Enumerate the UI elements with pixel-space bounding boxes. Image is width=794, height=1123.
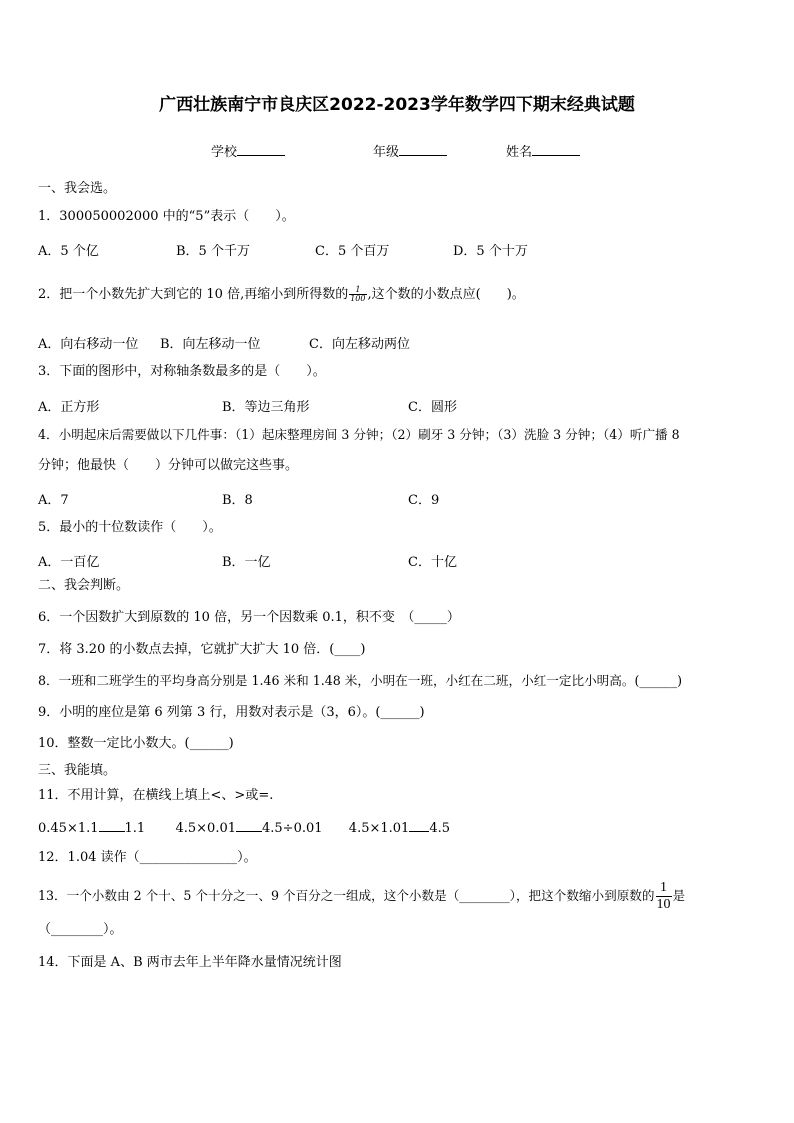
q11-expr-2-left: 4.5×0.01 (175, 821, 236, 836)
question-1: 1．300050002000 中的“5”表示（ ）。 (38, 209, 295, 224)
q13-text-after: 是 (672, 888, 686, 903)
question-10: 10．整数一定比小数大。(______) (38, 736, 234, 751)
q1-option-d[interactable]: D．5 个十万 (453, 244, 528, 259)
question-3: 3．下面的图形中，对称轴条数最多的是（ ）。 (38, 364, 326, 379)
q11-expr-3-right: 4.5 (429, 821, 450, 836)
q2-fraction-denominator: 100 (350, 294, 366, 303)
q2-fraction (349, 286, 366, 303)
q4-option-b[interactable]: B．8 (222, 493, 253, 508)
q2-text-before: 2．把一个小数先扩大到它的 10 倍,再缩小到所得数的 (38, 287, 349, 302)
school-label: 学校 (211, 145, 238, 160)
q11-blank-1[interactable] (99, 819, 125, 832)
question-13-line-1 (38, 880, 685, 913)
question-12: 12．1.04 读作（_______________）。 (38, 850, 257, 865)
q2-option-b[interactable]: B．向左移动一位 (160, 337, 261, 352)
grade-blank[interactable] (399, 143, 447, 156)
question-6: 6．一个因数扩大到原数的 10 倍，另一个因数乘 0.1，积不变 （_____） (38, 610, 460, 625)
section-heading: 一、我会选。 (38, 181, 117, 196)
section-heading: 三、我能填。 (38, 763, 117, 778)
q2-fraction-numerator: 1 (349, 286, 366, 295)
question-4-line-2: 分钟；他最快（ ）分钟可以做完这些事。 (38, 458, 299, 473)
q5-option-b[interactable]: B．一亿 (222, 555, 271, 570)
question-9: 9．小明的座位是第 6 列第 3 行，用数对表示是（3，6）。(______) (38, 705, 425, 720)
school-blank[interactable] (237, 143, 285, 156)
question-14: 14．下面是 A、B 两市去年上半年降水量情况统计图 (38, 955, 342, 970)
q11-expr-2-right: 4.5÷0.01 (262, 821, 323, 836)
q13-fraction-denominator: 10 (656, 897, 671, 912)
question-2 (38, 286, 525, 303)
q13-text-before: 13．一个小数由 2 个十、5 个十分之一、9 个百分之一组成，这个小数是（________），把这个数缩小到原数的 (38, 888, 655, 903)
q1-option-b[interactable]: B．5 个千万 (176, 244, 250, 259)
question-5: 5．最小的十位数读作（ ）。 (38, 520, 222, 535)
q3-option-b[interactable]: B．等边三角形 (222, 400, 310, 415)
q5-option-c[interactable]: C．十亿 (408, 555, 457, 570)
question-7: 7．将 3.20 的小数点去掉，它就扩大扩大 10 倍．(____) (38, 642, 366, 657)
q13-fraction-numerator: 1 (656, 880, 672, 897)
q13-fraction (656, 880, 672, 913)
q5-option-a[interactable]: A．一百亿 (38, 555, 100, 570)
q4-option-a[interactable]: A．7 (38, 493, 69, 508)
question-8: 8．一班和二班学生的平均身高分别是 1.46 米和 1.48 米，小明在一班，小红在二班，小红一定比小明高。(______) (38, 673, 683, 688)
q11-expr-3-left: 4.5×1.01 (348, 821, 410, 836)
q11-expr-1-left: 0.45×1.1 (38, 821, 99, 836)
grade-label: 年级 (373, 145, 400, 160)
question-4-line-1: 4．小明起床后需要做以下几件事：（1）起床整理房间 3 分钟；（2）刷牙 3 分钟；（3）洗脸 3 分钟；（4）听广播 8 (38, 427, 680, 442)
q3-option-c[interactable]: C．圆形 (408, 400, 457, 415)
name-label: 姓名 (506, 145, 533, 160)
q11-blank-3[interactable] (409, 819, 429, 832)
q4-option-c[interactable]: C．9 (408, 493, 440, 508)
q2-option-c[interactable]: C．向左移动两位 (309, 337, 410, 352)
q2-text-after: ,这个数的小数点应( )。 (367, 287, 525, 302)
name-blank[interactable] (532, 143, 580, 156)
q1-option-c[interactable]: C．5 个百万 (315, 244, 390, 259)
grade-field[interactable] (373, 141, 447, 160)
q11-expr-1-right: 1.1 (124, 821, 146, 836)
question-11: 11．不用计算，在横线上填上<、>或=. (38, 788, 274, 803)
q3-option-a[interactable]: A．正方形 (38, 400, 100, 415)
name-field[interactable] (506, 141, 580, 160)
page-title: 广西壮族南宁市良庆区2022-2023学年数学四下期末经典试题 (159, 95, 635, 115)
school-field[interactable] (211, 141, 285, 160)
q2-option-a[interactable]: A．向右移动一位 (38, 337, 139, 352)
section-heading: 二、我会判断。 (38, 578, 130, 593)
question-13-line-2: （________）。 (38, 922, 123, 937)
q11-blank-2[interactable] (236, 819, 262, 832)
question-11-expressions (38, 819, 450, 837)
q1-option-a[interactable]: A．5 个亿 (38, 244, 99, 259)
